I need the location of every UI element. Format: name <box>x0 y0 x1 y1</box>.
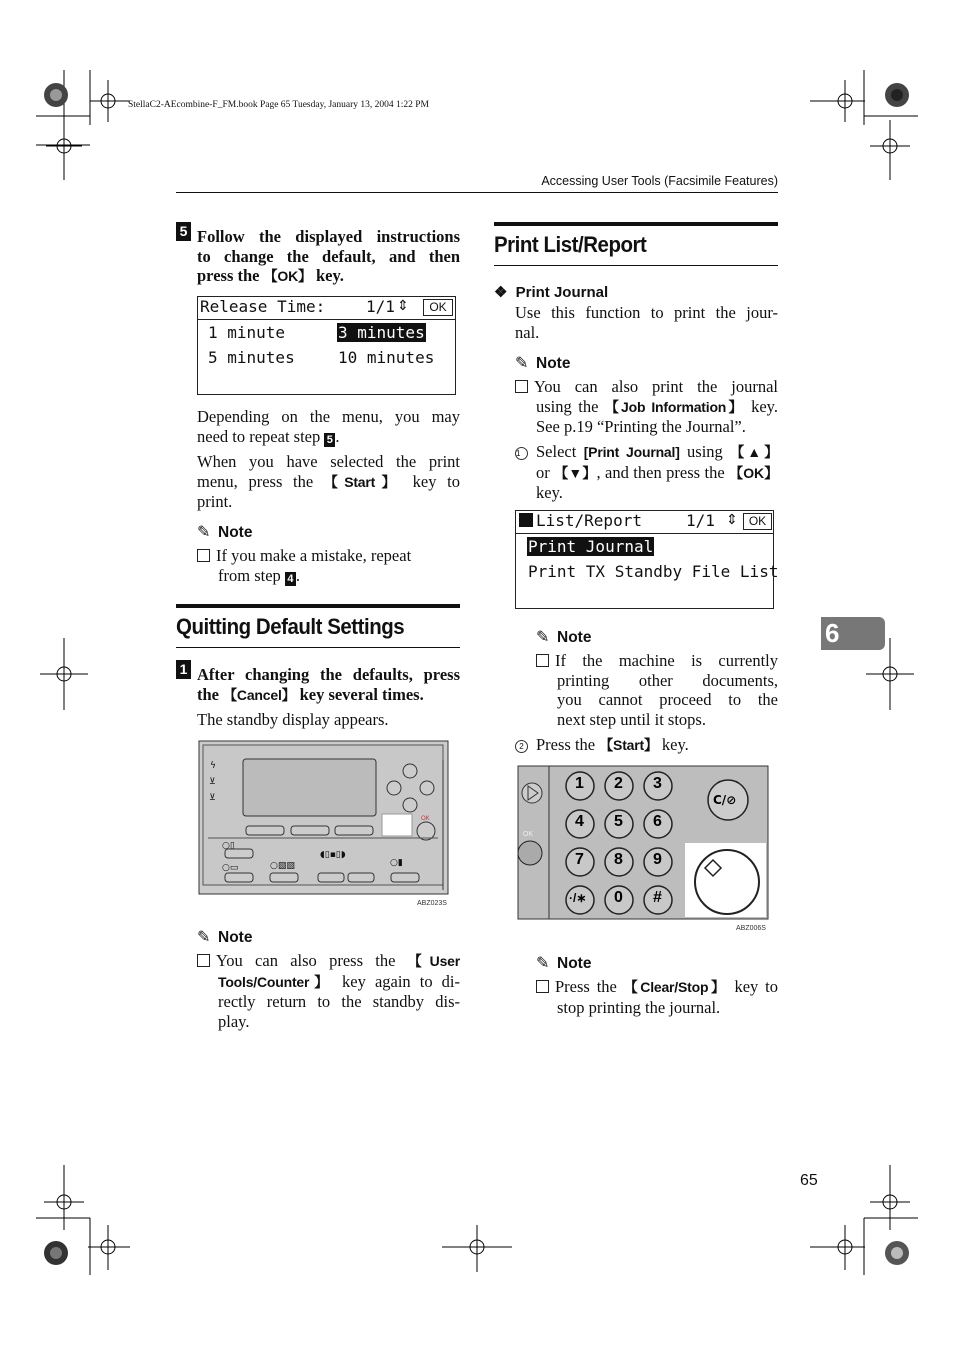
pencil-icon: ✎ <box>515 355 529 372</box>
keypad-key-label: 1 <box>575 775 584 792</box>
page-number: 65 <box>800 1172 818 1189</box>
updown-arrows-icon: ⇕ <box>726 513 738 528</box>
keypad-key-label: 5 <box>614 813 623 830</box>
step-number-1: 1 <box>176 660 191 679</box>
svg-text:○▮: ○▮ <box>390 858 403 868</box>
control-panel-illustration <box>198 740 452 908</box>
svg-text:ϟ: ϟ <box>210 761 216 771</box>
print-journal-description: Use this function to print the jour- nal. <box>515 303 778 342</box>
header-rule <box>176 192 778 193</box>
svg-text:⊻: ⊻ <box>209 777 216 787</box>
ok-icon: OK <box>743 513 772 530</box>
keypad-key-label: 6 <box>653 813 662 830</box>
note-item-4: If the machine is currently printing other documents, you cannot proceed to the next step until it stops. <box>536 651 778 729</box>
lcd-page: 1/1 <box>686 511 715 530</box>
pencil-icon: ✎ <box>197 524 211 541</box>
checkbox-bullet-icon <box>515 380 528 393</box>
lcd-title: List/Report <box>536 511 642 530</box>
figure-label: ABZ006S <box>736 925 766 932</box>
svg-text:○▭: ○▭ <box>222 863 239 873</box>
keypad-key-label: 7 <box>575 851 584 868</box>
keypad-key-label: 0 <box>614 889 623 906</box>
substep-2: 2 Press the 【Start】 key. <box>515 735 689 756</box>
figure-label: ABZ023S <box>417 900 447 907</box>
paragraph-print: When you have selected the print menu, press the 【Start】 key to print. <box>197 452 460 511</box>
keypad-key-label: ·/∗ <box>569 891 587 905</box>
lcd-selected-option: Print Journal <box>528 537 654 556</box>
pencil-icon: ✎ <box>536 629 550 646</box>
keypad-key-label: 8 <box>614 851 623 868</box>
pencil-icon: ✎ <box>536 955 550 972</box>
clear-stop-key: C/⊘ <box>713 793 737 807</box>
keypad-key-label: 3 <box>653 775 662 792</box>
ok-icon: OK <box>423 299 453 316</box>
keypad-illustration <box>517 765 771 935</box>
checkbox-bullet-icon <box>197 954 210 967</box>
diamond-bullet-icon: ❖ <box>494 284 508 301</box>
step-number-5: 5 <box>176 222 191 241</box>
note-item-5: Press the 【Clear/Stop】 key to stop printing the journal. <box>536 977 778 1017</box>
step-1-instruction: After changing the defaults, press the 【Cancel】 key several times. <box>197 665 460 704</box>
section-title-print-list: Print List/Report <box>494 232 647 257</box>
file-info: StellaC2-AEcombine-F_FM.book Page 65 Tuesday, January 13, 2004 1:22 PM <box>128 100 430 110</box>
note-item-3: You can also print the journal using the 【Job Information】 key. See p.19 “Printing the Journal”. <box>515 377 778 437</box>
checkbox-bullet-icon <box>536 980 549 993</box>
chapter-tab: 6 <box>821 617 885 650</box>
subsection-heading: ❖ Print Journal <box>494 284 609 301</box>
ok-key-label: OK <box>421 816 430 822</box>
running-header: Accessing User Tools (Facsimile Features) <box>541 174 778 188</box>
keypad-key-label: 4 <box>575 813 584 830</box>
standby-text: The standby display appears. <box>197 710 389 729</box>
document-icon <box>519 513 533 527</box>
section-title-quitting: Quitting Default Settings <box>176 614 405 639</box>
note-item: If you make a mistake, repeat from step 4 . <box>197 546 460 586</box>
ok-key-label: OK <box>523 831 534 838</box>
paragraph-repeat: Depending on the menu, you may need to repeat step 5 . <box>197 407 460 446</box>
lcd-release-time: Release Time: 1/1 ⇕ OK 1 minute 3 minutes 5 minutes 10 minutes <box>197 296 456 395</box>
lcd-title: Release Time: <box>200 297 326 316</box>
svg-text:○▯: ○▯ <box>222 841 235 851</box>
lcd-page: 1/1 <box>366 297 395 316</box>
svg-text:◖▯▪▯◗: ◖▯▪▯◗ <box>320 850 346 860</box>
lcd-list-report: List/Report 1/1 ⇕ OK Print Journal Print TX Standby File List <box>515 510 774 609</box>
step-5-instruction: Follow the displayed instructions to change the default, and then press the 【OK】 key. <box>197 227 460 285</box>
updown-arrows-icon: ⇕ <box>397 299 409 314</box>
keypad-key-label: 2 <box>614 775 623 792</box>
lcd-selected-option: 3 minutes <box>338 323 425 342</box>
substep-1: 1 Select [Print Journal] using 【▲】 or 【▼】, and then press the 【OK】 key. <box>516 442 778 502</box>
svg-text:○▧▧: ○▧▧ <box>270 861 295 871</box>
note-item-2: You can also press the 【User Tools/Counter】 key again to di- rectly return to the standby dis- play. <box>197 951 460 1031</box>
keypad-key-label: # <box>653 889 662 906</box>
svg-text:⊻: ⊻ <box>209 793 216 803</box>
pencil-icon: ✎ <box>197 929 211 946</box>
checkbox-bullet-icon <box>536 654 549 667</box>
keypad-key-label: 9 <box>653 851 662 868</box>
checkbox-bullet-icon <box>197 549 210 562</box>
